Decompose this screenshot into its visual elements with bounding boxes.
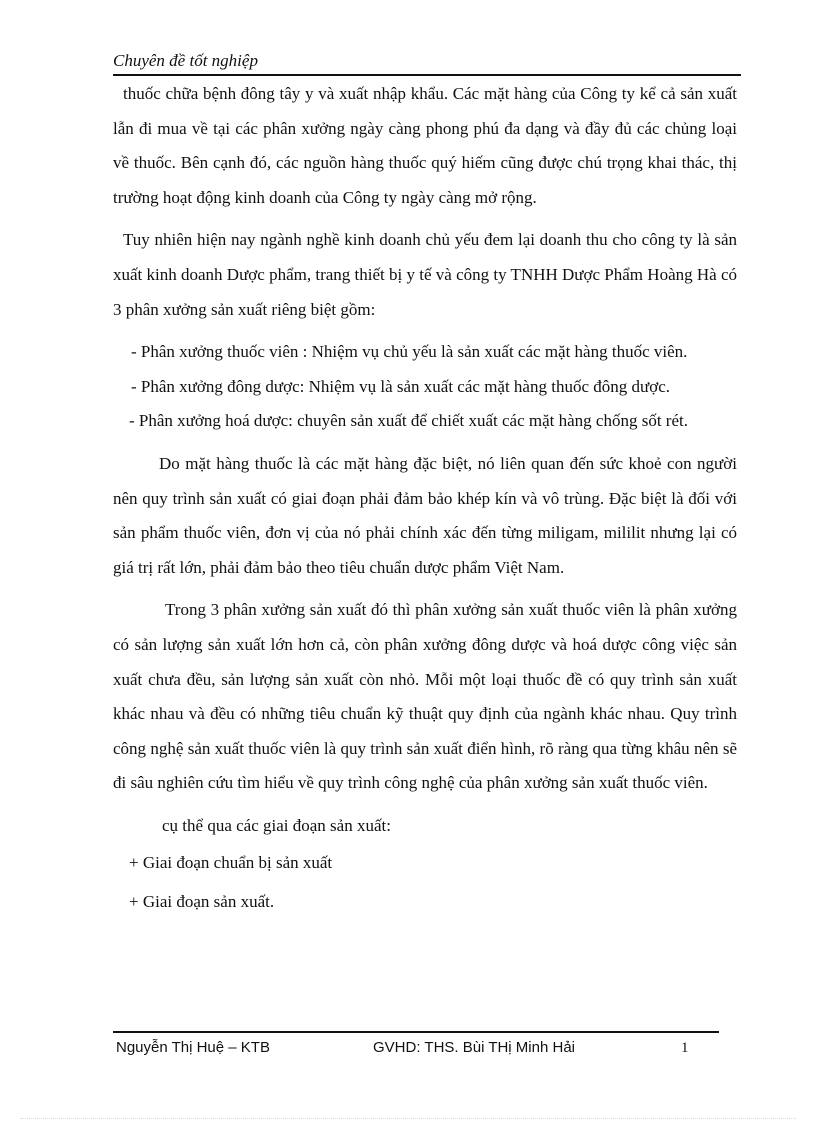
footer-divider <box>113 1031 719 1033</box>
page-footer <box>113 1037 719 1059</box>
list-item-pharmaceutical-chemistry-workshop: - Phân xưởng hoá dược: chuyên sản xuất để chiết xuất các mặt hàng chống sốt rét. <box>129 411 688 431</box>
list-item-oriental-medicine-workshop: - Phân xưởng đông dược: Nhiệm vụ là sản xuất các mặt hàng thuốc đông dược. <box>131 376 670 396</box>
header-title: Chuyên đề tốt nghiệp <box>113 51 258 70</box>
page-bottom-edge <box>20 1118 796 1119</box>
paragraph-company-products: thuốc chữa bệnh đông tây y và xuất nhập khẩu. Các mặt hàng của Công ty kể cả sản xuất lẫn đi mua về tại các phân xưởng ngày càng phong phú đa dạng và đầy đủ các chủng loại về thuốc. Bên cạnh đó, các nguồn hàng thuốc quý hiếm cũng được chú trọng khai thác, thị trường hoạt động kinh doanh của Công ty ngày càng mở rộng. <box>113 84 737 207</box>
list-item-tablet-workshop: - Phân xưởng thuốc viên : Nhiệm vụ chủ yếu là sản xuất các mặt hàng thuốc viên. <box>131 342 688 362</box>
list-item-production-stage: + Giai đoạn sản xuất. <box>129 892 275 912</box>
document-body <box>113 77 737 921</box>
paragraph-production-stages: cụ thể qua các giai đoạn sản xuất: <box>162 815 391 835</box>
paragraph-production-process: Trong 3 phân xưởng sản xuất đó thì phân xưởng sản xuất thuốc viên là phân xưởng có sản lượng sản xuất lớn hơn cả, còn phân xưởng đông dược và hoá dược công việc sản xuất chưa đều, sản lượng sản xuất còn nhỏ. Mỗi một loại thuốc đề có quy trình sản xuất khác nhau và đều có những tiêu chuẩn kỹ thuật quy định của ngành khác nhau. Quy trình công nghệ sản xuất thuốc viên là quy trình sản xuất điển hình, rõ ràng qua từng khâu nên sẽ đi sâu nghiên cứu tìm hiểu về quy trình công nghệ của phân xưởng sản xuất thuốc viên. <box>113 600 737 793</box>
page-number: 1 <box>681 1040 689 1056</box>
paragraph-special-products: Do mặt hàng thuốc là các mặt hàng đặc biệt, nó liên quan đến sức khoẻ con người nên quy trình sản xuất có giai đoạn phải đảm bảo khép kín và vô trùng. Đặc biệt là đối với sản phẩm thuốc viên, đơn vị của nó phải chính xác đến từng miligam, mililit nhưng lại có giá trị rất lớn, phải đảm bảo theo tiêu chuẩn dược phẩm Việt Nam. <box>113 453 737 577</box>
footer-advisor: GVHD: THS. Bùi THị Minh Hải <box>373 1039 575 1056</box>
page-header <box>113 50 741 76</box>
list-item-preparation-stage: + Giai đoạn chuẩn bị sản xuất <box>129 853 333 873</box>
footer-author: Nguyễn Thị Huệ – KTB <box>116 1039 270 1056</box>
paragraph-workshops-intro: Tuy nhiên hiện nay ngành nghề kinh doanh chủ yếu đem lại doanh thu cho công ty là sản xuất kinh doanh Dược phẩm, trang thiết bị y tế và công ty TNHH Dược Phẩm Hoàng Hà có 3 phân xưởng sản xuất riêng biệt gồm: <box>113 230 737 319</box>
